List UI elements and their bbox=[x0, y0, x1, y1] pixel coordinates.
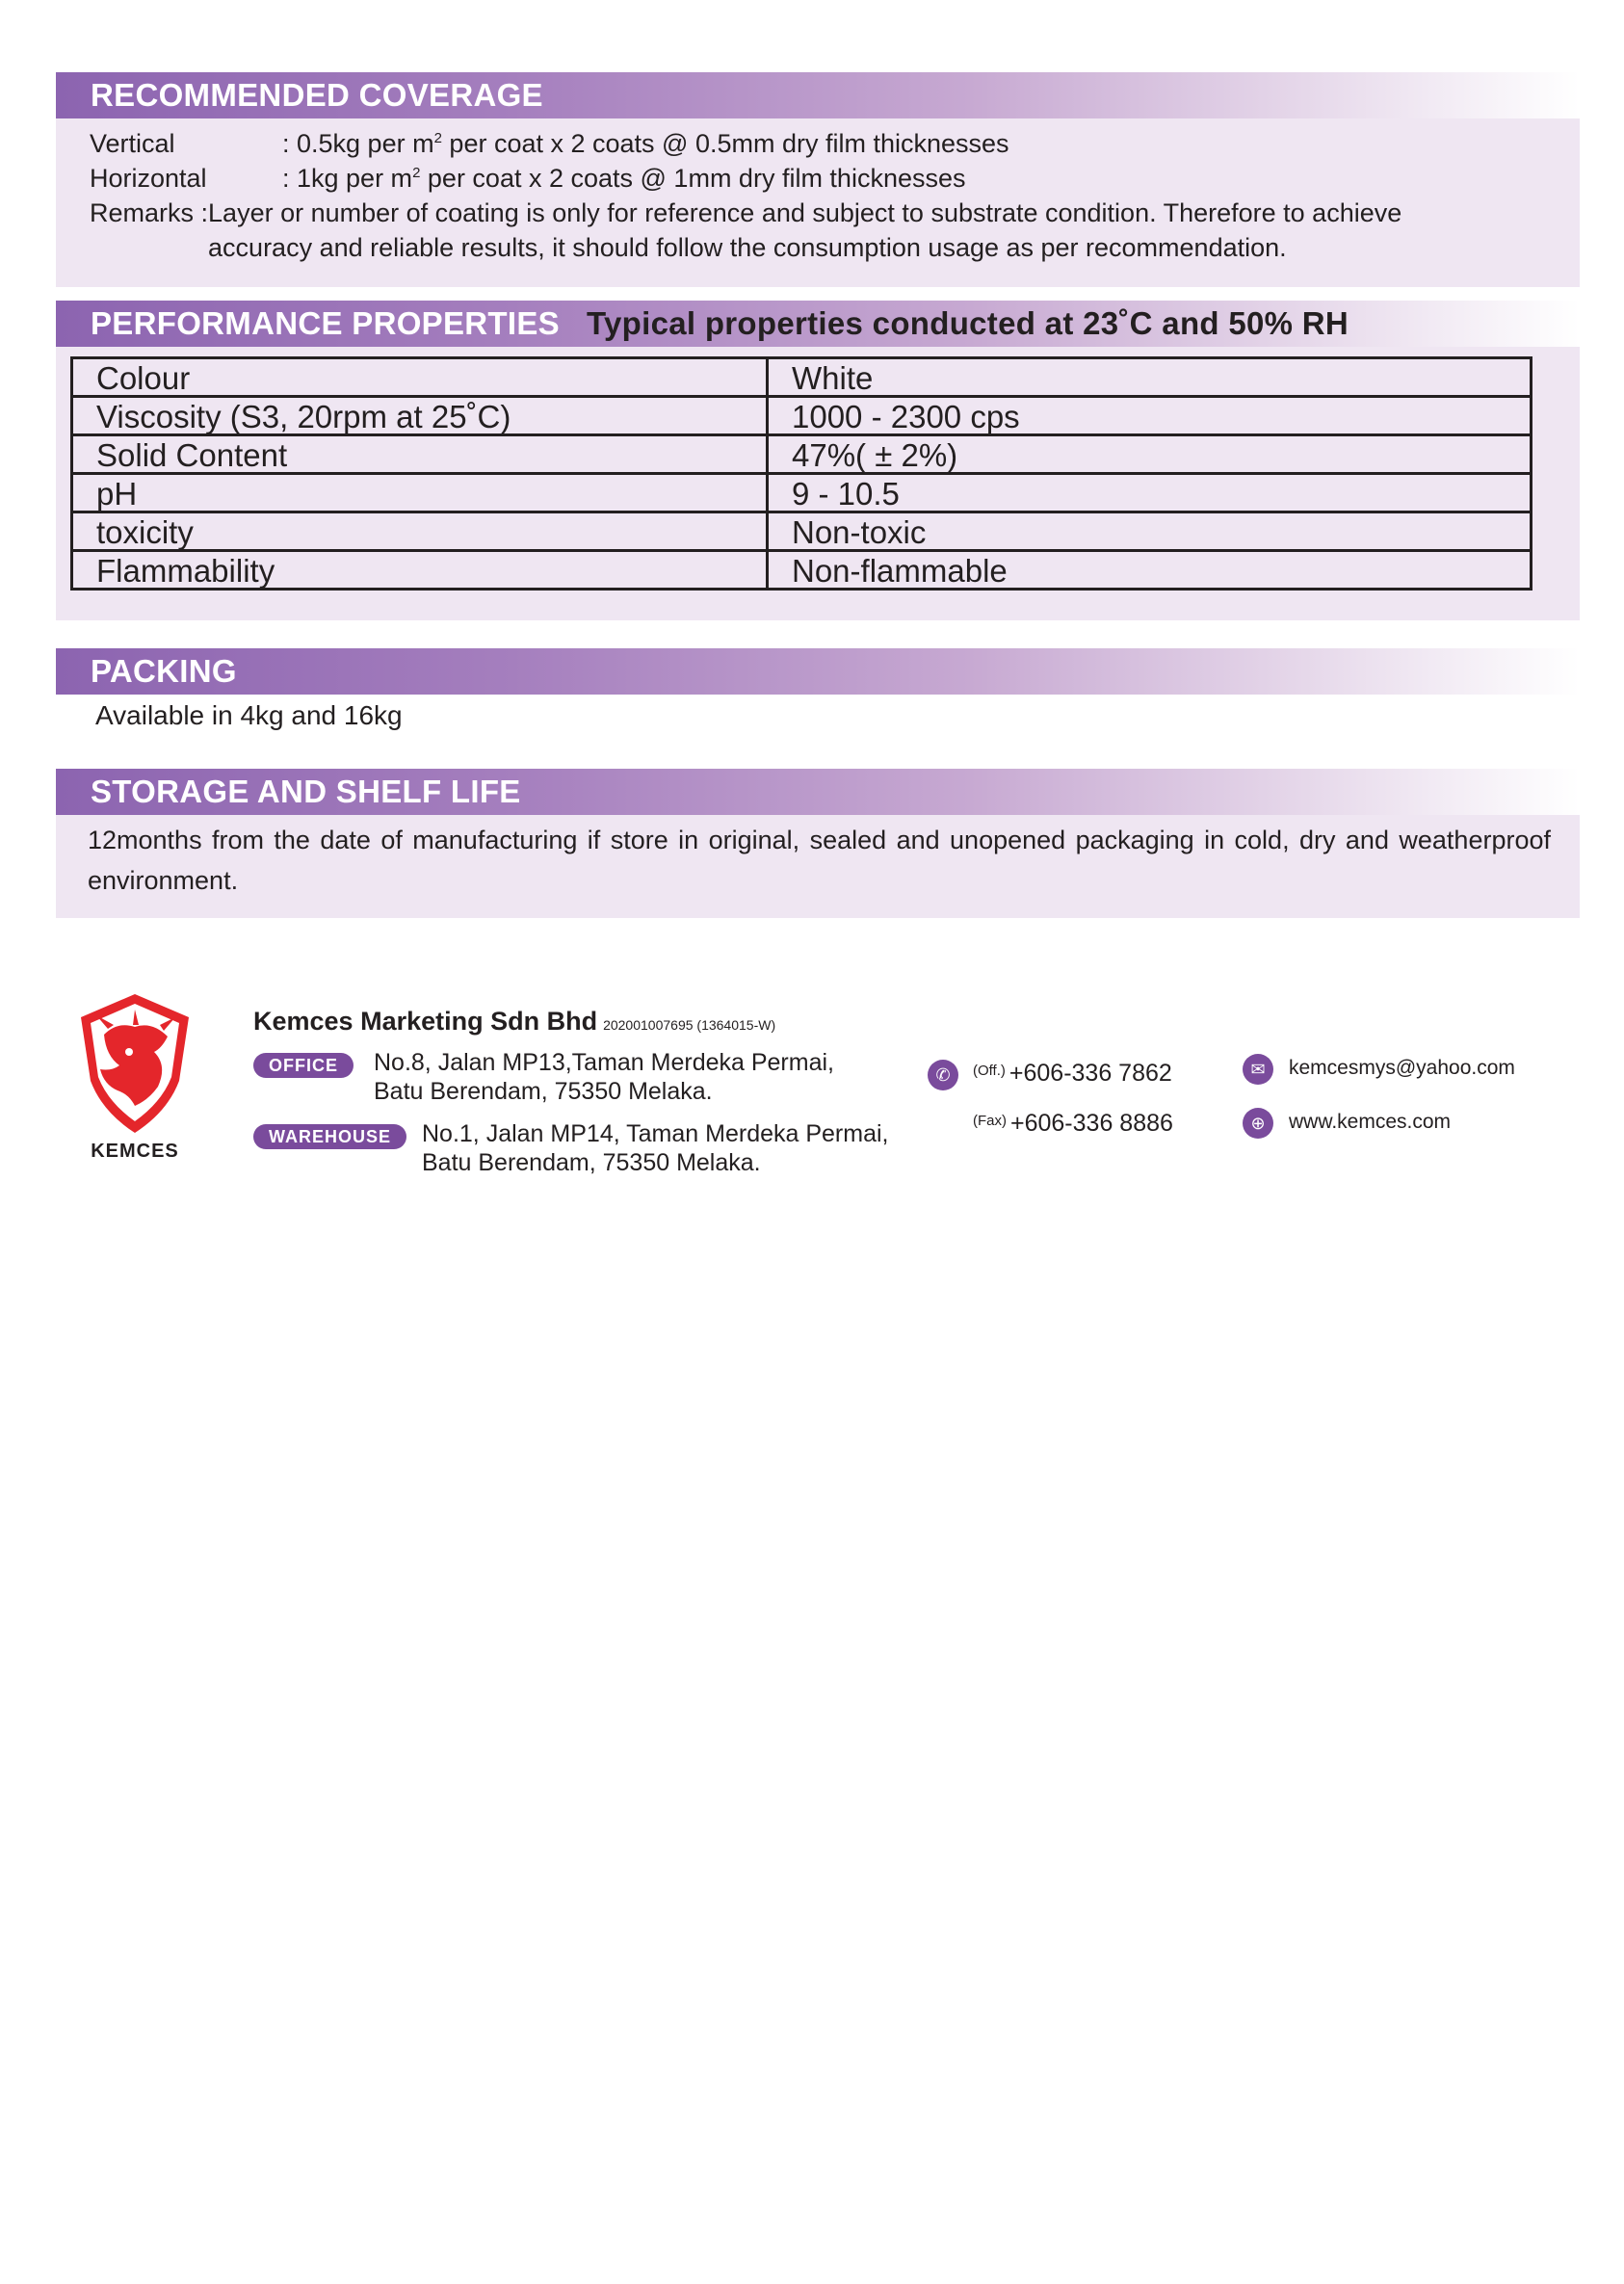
property-value: Non-flammable bbox=[768, 551, 1532, 590]
fax-number: +606-336 8886 bbox=[1010, 1110, 1173, 1137]
property-value: 1000 - 2300 cps bbox=[768, 397, 1532, 435]
property-name: pH bbox=[72, 474, 768, 512]
table-row bbox=[72, 397, 1532, 435]
storage-header bbox=[56, 769, 1580, 815]
horizontal-unit-sup: 2 bbox=[412, 165, 421, 181]
company-name: Kemces Marketing Sdn Bhd bbox=[253, 1007, 598, 1036]
coverage-horizontal-line bbox=[90, 161, 1580, 196]
table-row bbox=[72, 474, 1532, 512]
packing-text: Available in 4kg and 16kg bbox=[95, 700, 403, 730]
property-value: Non-toxic bbox=[768, 512, 1532, 551]
office-phone[interactable] bbox=[973, 1060, 1172, 1088]
company-logo bbox=[75, 992, 195, 1166]
property-name: Solid Content bbox=[72, 435, 768, 474]
performance-subtitle: Typical properties conducted at 23˚C and 50% RH bbox=[587, 305, 1349, 341]
horizontal-label: Horizontal bbox=[90, 164, 207, 193]
email-icon: ✉ bbox=[1243, 1054, 1273, 1085]
company-name-line bbox=[253, 1007, 775, 1037]
storage-body bbox=[56, 815, 1580, 918]
globe-icon: ⊕ bbox=[1243, 1108, 1273, 1139]
performance-title: PERFORMANCE PROPERTIES bbox=[91, 305, 560, 341]
triceratops-shield-icon bbox=[75, 992, 195, 1137]
packing-body bbox=[56, 695, 1580, 733]
coverage-title: RECOMMENDED COVERAGE bbox=[91, 77, 543, 113]
property-name: Colour bbox=[72, 358, 768, 397]
warehouse-address-line1: No.1, Jalan MP14, Taman Merdeka Permai, bbox=[422, 1120, 889, 1147]
office-fax bbox=[973, 1110, 1173, 1138]
fax-tag: (Fax) bbox=[973, 1113, 1007, 1129]
storage-text: 12months from the date of manufacturing if store in original, sealed and unopened packaging in cold, dry and weatherproof environment. bbox=[88, 826, 1551, 895]
website-link[interactable]: www.kemces.com bbox=[1289, 1111, 1452, 1133]
horizontal-pre: : 1kg per m bbox=[282, 164, 413, 193]
horizontal-post: per coat x 2 coats @ 1mm dry film thicknesses bbox=[420, 164, 966, 193]
office-address-line1: No.8, Jalan MP13,Taman Merdeka Permai, bbox=[374, 1049, 834, 1076]
section-performance-properties bbox=[56, 301, 1580, 620]
performance-body bbox=[56, 347, 1580, 620]
company-registration: 202001007695 (1364015-W) bbox=[603, 1017, 776, 1033]
storage-title: STORAGE AND SHELF LIFE bbox=[91, 774, 521, 809]
remarks-label: Remarks : bbox=[90, 198, 209, 227]
coverage-header bbox=[56, 72, 1580, 118]
table-row bbox=[72, 512, 1532, 551]
coverage-remarks bbox=[90, 196, 1580, 265]
section-packing bbox=[56, 648, 1580, 733]
vertical-unit-sup: 2 bbox=[433, 130, 442, 146]
property-name: Flammability bbox=[72, 551, 768, 590]
warehouse-badge: WAREHOUSE bbox=[253, 1124, 406, 1149]
property-value: 9 - 10.5 bbox=[768, 474, 1532, 512]
table-row bbox=[72, 435, 1532, 474]
warehouse-address-line2: Batu Berendam, 75350 Melaka. bbox=[422, 1149, 761, 1176]
vertical-label: Vertical bbox=[90, 129, 175, 158]
office-badge: OFFICE bbox=[253, 1053, 354, 1078]
logo-text: KEMCES bbox=[91, 1141, 179, 1162]
table-row bbox=[72, 358, 1532, 397]
footer bbox=[0, 992, 1624, 1204]
phone-icon: ✆ bbox=[928, 1060, 958, 1090]
vertical-post: per coat x 2 coats @ 0.5mm dry film thicknesses bbox=[441, 129, 1009, 158]
property-name: Viscosity (S3, 20rpm at 25˚C) bbox=[72, 397, 768, 435]
properties-table bbox=[70, 356, 1532, 591]
email-link[interactable]: kemcesmys@yahoo.com bbox=[1289, 1057, 1515, 1079]
warehouse-address bbox=[422, 1119, 889, 1177]
coverage-body bbox=[56, 118, 1580, 287]
office-address-line2: Batu Berendam, 75350 Melaka. bbox=[374, 1078, 713, 1105]
phone-tag: (Off.) bbox=[973, 1063, 1006, 1079]
table-row bbox=[72, 551, 1532, 590]
property-value: White bbox=[768, 358, 1532, 397]
property-name: toxicity bbox=[72, 512, 768, 551]
office-address bbox=[374, 1048, 834, 1106]
property-value: 47%( ± 2%) bbox=[768, 435, 1532, 474]
coverage-vertical-line bbox=[90, 126, 1580, 161]
packing-header bbox=[56, 648, 1580, 695]
section-storage-shelf-life bbox=[56, 769, 1580, 918]
packing-title: PACKING bbox=[91, 653, 237, 689]
performance-header bbox=[56, 301, 1580, 347]
section-recommended-coverage bbox=[56, 72, 1580, 287]
phone-number: +606-336 7862 bbox=[1008, 1060, 1172, 1087]
vertical-pre: : 0.5kg per m bbox=[282, 129, 434, 158]
remarks-text: Layer or number of coating is only for reference and subject to substrate condition. Therefore to achieve accuracy and reliable results, it should follow the consumption usage as per recommendation. bbox=[208, 198, 1402, 262]
